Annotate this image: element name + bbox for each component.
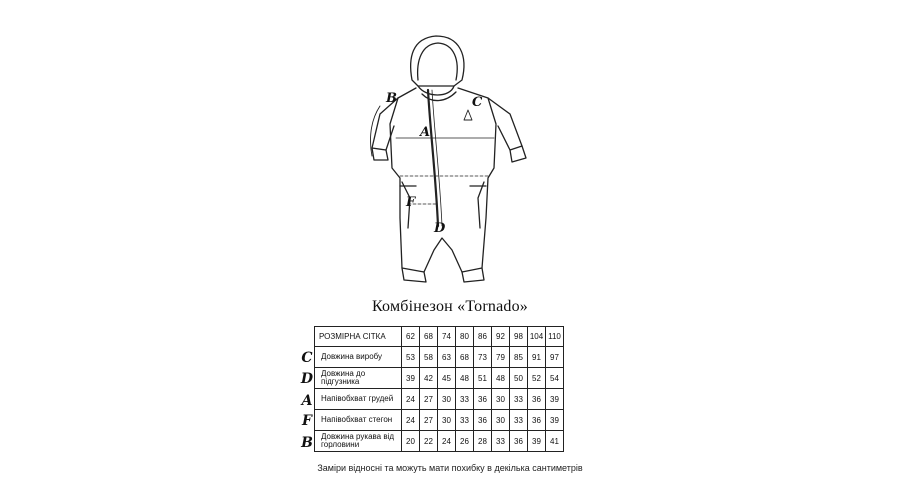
table-cell: 28 xyxy=(474,431,492,452)
table-cell: 52 xyxy=(528,368,546,389)
table-cell: 36 xyxy=(474,389,492,410)
marker-f: F xyxy=(406,195,416,210)
table-cell: 30 xyxy=(438,410,456,431)
table-cell: 39 xyxy=(528,431,546,452)
table-cell: 41 xyxy=(546,431,564,452)
table-row xyxy=(315,347,564,368)
table-cell: 36 xyxy=(510,431,528,452)
table-cell: 79 xyxy=(492,347,510,368)
table-header-row xyxy=(315,327,564,347)
table-cell: 30 xyxy=(492,389,510,410)
size-header: 104 xyxy=(528,327,546,347)
table-cell: 24 xyxy=(438,431,456,452)
table-cell: 42 xyxy=(420,368,438,389)
table-row xyxy=(315,389,564,410)
table-cell: 36 xyxy=(528,389,546,410)
table-cell: 51 xyxy=(474,368,492,389)
table-cell: 73 xyxy=(474,347,492,368)
size-header: 62 xyxy=(402,327,420,347)
table-cell: 53 xyxy=(402,347,420,368)
jumpsuit-illustration xyxy=(350,28,540,290)
size-header: 86 xyxy=(474,327,492,347)
marker-b: B xyxy=(386,91,397,106)
table-cell: 36 xyxy=(528,410,546,431)
table-cell: 30 xyxy=(438,389,456,410)
size-header: 74 xyxy=(438,327,456,347)
table-cell: 91 xyxy=(528,347,546,368)
marker-a: A xyxy=(420,125,431,140)
measurement-note: Заміри відносні та можуть мати похибку в декілька сантиметрів xyxy=(317,463,583,473)
table-cell: 27 xyxy=(420,389,438,410)
table-cell: 33 xyxy=(456,410,474,431)
table-cell: 39 xyxy=(402,368,420,389)
table-cell: 33 xyxy=(492,431,510,452)
row-label: Напівобхват грудей xyxy=(315,389,402,410)
row-label: Довжина виробу xyxy=(315,347,402,368)
table-cell: 39 xyxy=(546,410,564,431)
size-header: 92 xyxy=(492,327,510,347)
table-cell: 48 xyxy=(456,368,474,389)
row-letter-a: A xyxy=(301,393,313,409)
table-cell: 48 xyxy=(492,368,510,389)
size-header: 80 xyxy=(456,327,474,347)
table-cell: 26 xyxy=(456,431,474,452)
size-table xyxy=(314,326,564,452)
size-header: 68 xyxy=(420,327,438,347)
table-cell: 45 xyxy=(438,368,456,389)
table-cell: 63 xyxy=(438,347,456,368)
table-cell: 50 xyxy=(510,368,528,389)
marker-c: C xyxy=(472,95,483,110)
table-cell: 54 xyxy=(546,368,564,389)
table-cell: 33 xyxy=(510,389,528,410)
header-label: РОЗМІРНА СІТКА xyxy=(315,327,402,347)
table-row xyxy=(315,368,564,389)
size-header: 98 xyxy=(510,327,528,347)
row-letter-f: F xyxy=(302,413,312,429)
table-cell: 24 xyxy=(402,389,420,410)
table-cell: 85 xyxy=(510,347,528,368)
product-title: Комбінезон «Tornado» xyxy=(371,298,528,315)
row-label: Напівобхват стегон xyxy=(315,410,402,431)
table-row xyxy=(315,410,564,431)
table-cell: 68 xyxy=(456,347,474,368)
table-cell: 33 xyxy=(456,389,474,410)
table-cell: 22 xyxy=(420,431,438,452)
table-cell: 97 xyxy=(546,347,564,368)
table-cell: 36 xyxy=(474,410,492,431)
table-cell: 33 xyxy=(510,410,528,431)
table-cell: 30 xyxy=(492,410,510,431)
row-letter-b: B xyxy=(301,435,313,451)
table-cell: 20 xyxy=(402,431,420,452)
table-cell: 39 xyxy=(546,389,564,410)
marker-d: D xyxy=(434,221,446,236)
row-label: Довжина до підгузника xyxy=(315,368,402,389)
table-cell: 58 xyxy=(420,347,438,368)
row-letter-d: D xyxy=(300,371,314,387)
size-header: 110 xyxy=(546,327,564,347)
table-cell: 27 xyxy=(420,410,438,431)
row-label: Довжина рукава від горловини xyxy=(315,431,402,452)
table-row xyxy=(315,431,564,452)
row-letter-c: C xyxy=(301,350,313,366)
table-cell: 24 xyxy=(402,410,420,431)
